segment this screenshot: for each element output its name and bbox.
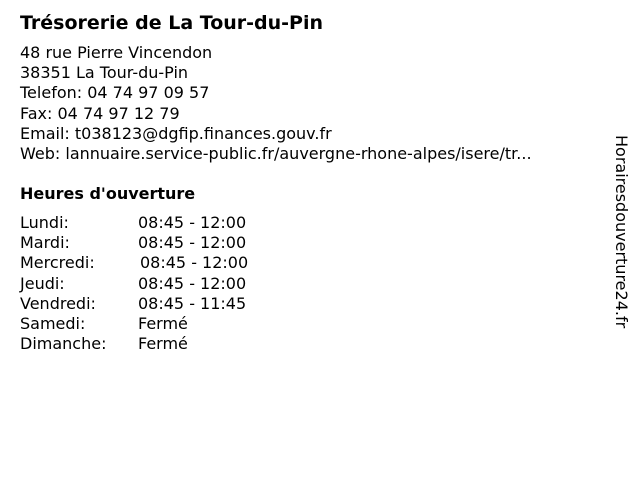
day-label: Dimanche: [20,334,107,354]
hours-value: 08:45 - 12:00 [138,213,247,232]
phone-line [20,83,532,103]
address-city: 38351 La Tour-du-Pin [20,63,189,83]
hours-value: Fermé [138,334,188,354]
day-label: Lundi: [20,213,69,232]
day-label: Mardi: [20,233,70,253]
hours-row-lundi [20,213,320,233]
web-line [20,144,532,164]
hours-row-mercredi [20,253,320,273]
hours-row-samedi [20,314,320,334]
hours-row-jeudi [20,274,320,294]
site-watermark: Horairesdouverture24.fr [612,135,631,329]
fax-label: Fax: [20,103,53,123]
day-label: Jeudi: [20,273,65,293]
phone-number[interactable]: 04 74 97 09 57 [87,83,210,103]
hours-row-vendredi [20,294,320,314]
fax-number: 04 74 97 12 79 [57,103,180,123]
opening-hours-table [20,213,320,354]
web-label: Web: [20,143,61,163]
hours-value: Fermé [138,313,188,333]
fax-line [20,104,532,124]
opening-hours-heading: Heures d'ouverture [20,184,196,203]
hours-value: 08:45 - 12:00 [138,273,247,293]
hours-value: 08:45 - 12:00 [138,233,247,253]
day-label: Mercredi: [20,253,95,273]
contact-block [20,43,532,164]
hours-value: 08:45 - 12:00 [140,253,249,273]
address-street: 48 rue Pierre Vincendon [20,43,213,62]
hours-value: 08:45 - 11:45 [138,293,247,313]
email-link[interactable]: t038123@dgfip.finances.gouv.fr [74,123,332,143]
day-label: Samedi: [20,313,86,333]
hours-row-mardi [20,233,320,253]
day-label: Vendredi: [20,293,96,313]
email-line [20,124,532,144]
web-link[interactable]: lannuaire.service-public.fr/auvergne-rhone-alpes/isere/tr... [65,143,532,163]
phone-label: Telefon: [20,83,83,103]
page-title: Trésorerie de La Tour-du-Pin [20,12,324,34]
hours-row-dimanche [20,334,320,354]
email-label: Email: [20,123,70,143]
